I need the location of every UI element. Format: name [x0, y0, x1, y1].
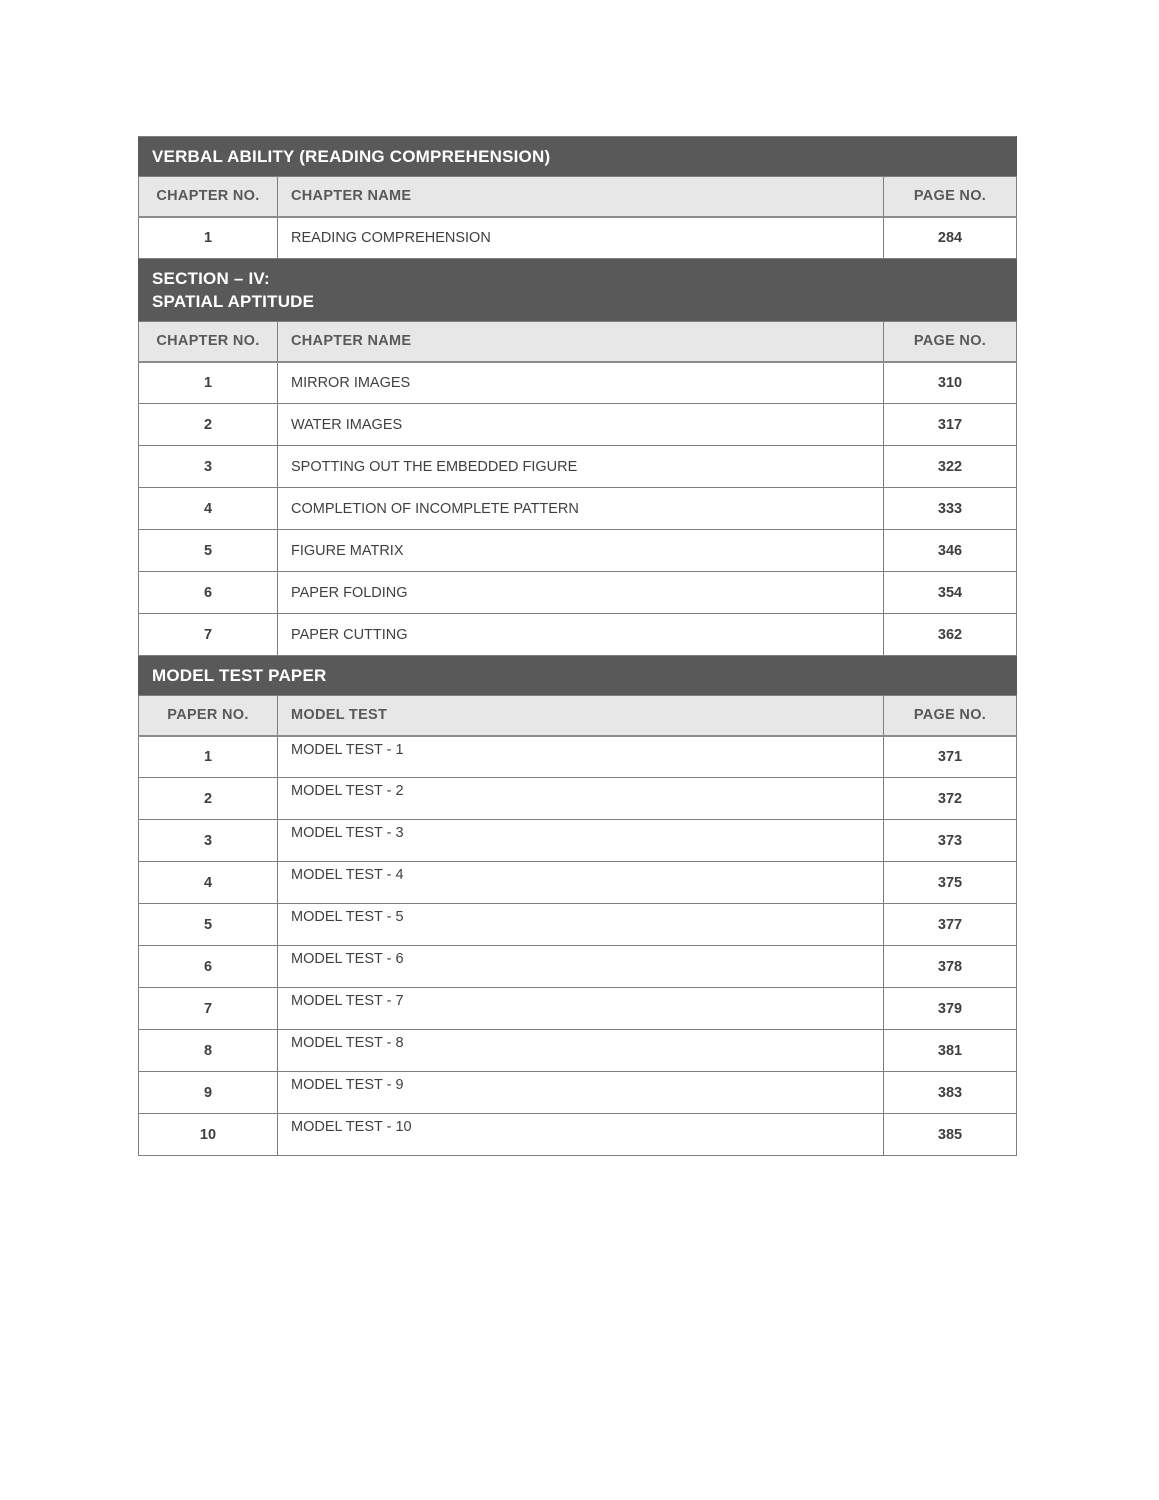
chapter-number: 1 — [139, 217, 278, 259]
page-number: 317 — [884, 404, 1017, 446]
page-number: 381 — [884, 1030, 1017, 1072]
page-number: 322 — [884, 446, 1017, 488]
paper-number: 4 — [139, 862, 278, 904]
section-band-verbal-ability — [139, 137, 1017, 177]
column-header-row — [139, 177, 1017, 217]
paper-number: 3 — [139, 820, 278, 862]
column-header-chapter-name: CHAPTER NAME — [278, 322, 884, 362]
model-test-name: MODEL TEST - 9 — [278, 1072, 884, 1114]
column-header-row — [139, 696, 1017, 736]
chapter-number: 5 — [139, 530, 278, 572]
column-header-page-no: PAGE NO. — [884, 322, 1017, 362]
paper-number: 1 — [139, 736, 278, 778]
chapter-number: 1 — [139, 362, 278, 404]
page-number: 377 — [884, 904, 1017, 946]
paper-number: 7 — [139, 988, 278, 1030]
column-header-row — [139, 322, 1017, 362]
model-test-name: MODEL TEST - 2 — [278, 778, 884, 820]
chapter-number: 3 — [139, 446, 278, 488]
table-row — [139, 614, 1017, 656]
model-test-name: MODEL TEST - 7 — [278, 988, 884, 1030]
table-row — [139, 820, 1017, 862]
paper-number: 10 — [139, 1114, 278, 1156]
paper-number: 8 — [139, 1030, 278, 1072]
section-title-line2: SPATIAL APTITUDE — [152, 292, 315, 311]
page-number: 379 — [884, 988, 1017, 1030]
table-row — [139, 778, 1017, 820]
table-row — [139, 736, 1017, 778]
page-number: 378 — [884, 946, 1017, 988]
chapter-name: PAPER CUTTING — [278, 614, 884, 656]
page-number: 310 — [884, 362, 1017, 404]
model-test-name: MODEL TEST - 5 — [278, 904, 884, 946]
table-row — [139, 862, 1017, 904]
table-row — [139, 1114, 1017, 1156]
chapter-name: MIRROR IMAGES — [278, 362, 884, 404]
section-title: VERBAL ABILITY (READING COMPREHENSION) — [152, 147, 551, 166]
paper-number: 6 — [139, 946, 278, 988]
section-title: MODEL TEST PAPER — [152, 666, 327, 685]
table-row — [139, 530, 1017, 572]
chapter-name: SPOTTING OUT THE EMBEDDED FIGURE — [278, 446, 884, 488]
chapter-name: PAPER FOLDING — [278, 572, 884, 614]
table-row — [139, 217, 1017, 259]
chapter-name: FIGURE MATRIX — [278, 530, 884, 572]
table-row — [139, 446, 1017, 488]
column-header-page-no: PAGE NO. — [884, 696, 1017, 736]
chapter-number: 2 — [139, 404, 278, 446]
chapter-number: 4 — [139, 488, 278, 530]
page-number: 383 — [884, 1072, 1017, 1114]
page-number: 375 — [884, 862, 1017, 904]
chapter-name: READING COMPREHENSION — [278, 217, 884, 259]
table-row — [139, 1030, 1017, 1072]
column-header-page-no: PAGE NO. — [884, 177, 1017, 217]
model-test-name: MODEL TEST - 6 — [278, 946, 884, 988]
table-row — [139, 488, 1017, 530]
chapter-number: 6 — [139, 572, 278, 614]
section-band-spatial-aptitude — [139, 259, 1017, 322]
page-number: 371 — [884, 736, 1017, 778]
page-number: 284 — [884, 217, 1017, 259]
page-number: 373 — [884, 820, 1017, 862]
column-header-model-test: MODEL TEST — [278, 696, 884, 736]
model-test-name: MODEL TEST - 8 — [278, 1030, 884, 1072]
table-row — [139, 946, 1017, 988]
table-row — [139, 362, 1017, 404]
paper-number: 2 — [139, 778, 278, 820]
page-number: 372 — [884, 778, 1017, 820]
page-number: 346 — [884, 530, 1017, 572]
table-row — [139, 904, 1017, 946]
section-band-model-test-paper — [139, 656, 1017, 696]
column-header-paper-no: PAPER NO. — [139, 696, 278, 736]
table-row — [139, 988, 1017, 1030]
column-header-chapter-no: CHAPTER NO. — [139, 322, 278, 362]
paper-number: 5 — [139, 904, 278, 946]
chapter-number: 7 — [139, 614, 278, 656]
chapter-name: WATER IMAGES — [278, 404, 884, 446]
paper-number: 9 — [139, 1072, 278, 1114]
table-row — [139, 572, 1017, 614]
model-test-name: MODEL TEST - 1 — [278, 736, 884, 778]
model-test-name: MODEL TEST - 10 — [278, 1114, 884, 1156]
chapter-name: COMPLETION OF INCOMPLETE PATTERN — [278, 488, 884, 530]
column-header-chapter-name: CHAPTER NAME — [278, 177, 884, 217]
table-row — [139, 1072, 1017, 1114]
page-number: 362 — [884, 614, 1017, 656]
section-title-line1: SECTION – IV: — [152, 269, 270, 288]
page-number: 333 — [884, 488, 1017, 530]
page-number: 385 — [884, 1114, 1017, 1156]
table-of-contents — [138, 136, 1017, 1156]
table-row — [139, 404, 1017, 446]
page-number: 354 — [884, 572, 1017, 614]
model-test-name: MODEL TEST - 4 — [278, 862, 884, 904]
model-test-name: MODEL TEST - 3 — [278, 820, 884, 862]
column-header-chapter-no: CHAPTER NO. — [139, 177, 278, 217]
